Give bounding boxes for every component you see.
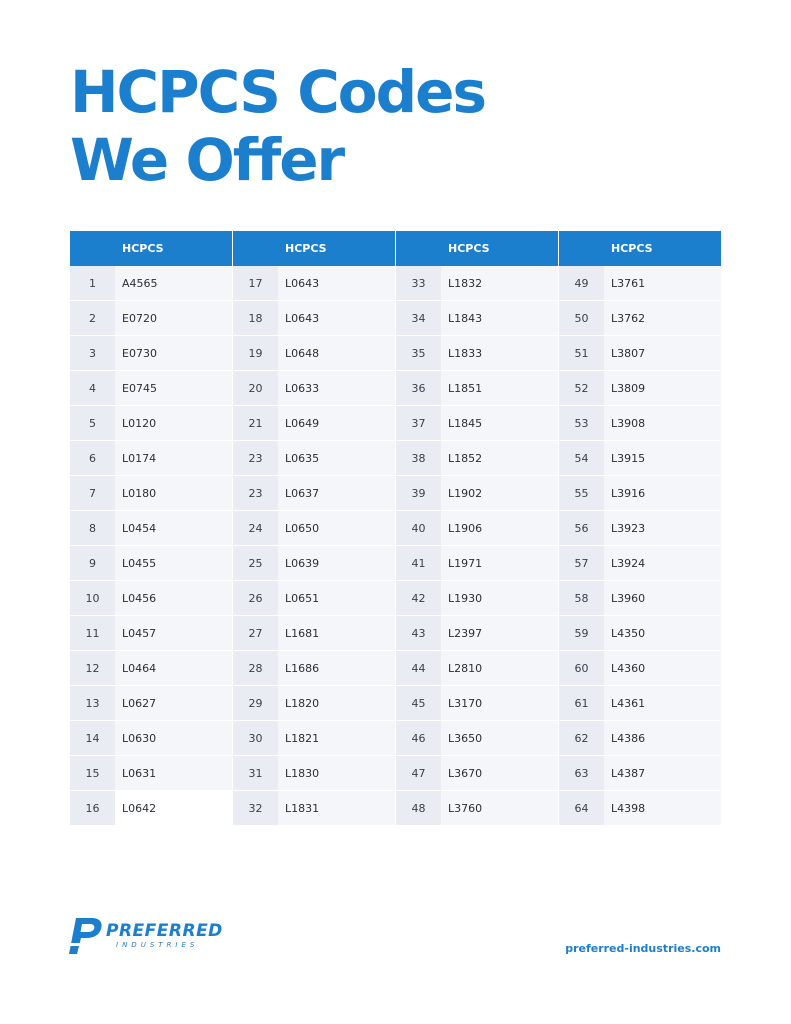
row-number: 2 — [70, 301, 115, 336]
hcpcs-code: L1686 — [278, 651, 395, 686]
header-number-cell — [559, 231, 604, 266]
table-row — [396, 721, 558, 756]
row-number: 23 — [233, 441, 278, 476]
hcpcs-code: L2397 — [441, 616, 558, 651]
logo-subtitle: INDUSTRIES — [116, 941, 199, 949]
table-row — [559, 406, 721, 441]
table-row — [559, 511, 721, 546]
hcpcs-code: L1930 — [441, 581, 558, 616]
row-number: 60 — [559, 651, 604, 686]
table-row — [233, 371, 395, 406]
hcpcs-code: L0651 — [278, 581, 395, 616]
hcpcs-code: E0720 — [115, 301, 232, 336]
table-row — [70, 476, 232, 511]
table-row — [559, 476, 721, 511]
table-row — [559, 616, 721, 651]
row-number: 64 — [559, 791, 604, 826]
hcpcs-code: L0643 — [278, 301, 395, 336]
hcpcs-code: L4360 — [604, 651, 721, 686]
table-row — [559, 686, 721, 721]
row-number: 63 — [559, 756, 604, 791]
hcpcs-code: L1902 — [441, 476, 558, 511]
table-row — [233, 721, 395, 756]
table-row — [233, 301, 395, 336]
row-number: 28 — [233, 651, 278, 686]
row-number: 9 — [70, 546, 115, 581]
table-group-1 — [70, 231, 232, 826]
table-row — [233, 581, 395, 616]
row-number: 1 — [70, 266, 115, 301]
hcpcs-code: L3809 — [604, 371, 721, 406]
row-number: 8 — [70, 511, 115, 546]
hcpcs-code: A4565 — [115, 266, 232, 301]
table-row — [233, 756, 395, 791]
table-row — [70, 651, 232, 686]
table-row — [559, 721, 721, 756]
hcpcs-code: L0464 — [115, 651, 232, 686]
row-number: 39 — [396, 476, 441, 511]
hcpcs-code: L3923 — [604, 511, 721, 546]
table-header — [233, 231, 395, 266]
row-number: 13 — [70, 686, 115, 721]
row-number: 30 — [233, 721, 278, 756]
table-row — [70, 336, 232, 371]
hcpcs-code: L3908 — [604, 406, 721, 441]
hcpcs-code: L0637 — [278, 476, 395, 511]
hcpcs-code: L0643 — [278, 266, 395, 301]
row-number: 56 — [559, 511, 604, 546]
hcpcs-code: L0635 — [278, 441, 395, 476]
hcpcs-code: L3915 — [604, 441, 721, 476]
row-number: 40 — [396, 511, 441, 546]
hcpcs-code: L3650 — [441, 721, 558, 756]
table-row — [233, 546, 395, 581]
table-row — [233, 616, 395, 651]
header-number-cell — [70, 231, 115, 266]
table-row — [233, 441, 395, 476]
row-number: 5 — [70, 406, 115, 441]
row-number: 47 — [396, 756, 441, 791]
table-row — [70, 511, 232, 546]
row-number: 37 — [396, 406, 441, 441]
header-number-cell — [396, 231, 441, 266]
table-header — [70, 231, 232, 266]
row-number: 25 — [233, 546, 278, 581]
table-row — [233, 336, 395, 371]
hcpcs-code: L1830 — [278, 756, 395, 791]
hcpcs-code: L0649 — [278, 406, 395, 441]
hcpcs-code: L1852 — [441, 441, 558, 476]
row-number: 7 — [70, 476, 115, 511]
row-number: 62 — [559, 721, 604, 756]
table-row — [559, 371, 721, 406]
row-number: 54 — [559, 441, 604, 476]
table-row — [233, 511, 395, 546]
row-number: 53 — [559, 406, 604, 441]
row-number: 55 — [559, 476, 604, 511]
row-number: 43 — [396, 616, 441, 651]
row-number: 11 — [70, 616, 115, 651]
hcpcs-code: L0174 — [115, 441, 232, 476]
hcpcs-code: L0639 — [278, 546, 395, 581]
table-row — [559, 336, 721, 371]
hcpcs-code: L3807 — [604, 336, 721, 371]
hcpcs-code: L1971 — [441, 546, 558, 581]
row-number: 29 — [233, 686, 278, 721]
row-number: 38 — [396, 441, 441, 476]
row-number: 24 — [233, 511, 278, 546]
row-number: 48 — [396, 791, 441, 826]
row-number: 42 — [396, 581, 441, 616]
row-number: 14 — [70, 721, 115, 756]
hcpcs-code: L4386 — [604, 721, 721, 756]
row-number: 32 — [233, 791, 278, 826]
hcpcs-code: L4361 — [604, 686, 721, 721]
header-code-label: HCPCS — [115, 231, 232, 266]
hcpcs-code: L1843 — [441, 301, 558, 336]
hcpcs-code: L2810 — [441, 651, 558, 686]
hcpcs-code: L3761 — [604, 266, 721, 301]
hcpcs-code: L3170 — [441, 686, 558, 721]
row-number: 35 — [396, 336, 441, 371]
hcpcs-code: L0456 — [115, 581, 232, 616]
hcpcs-code: L0630 — [115, 721, 232, 756]
header-code-label: HCPCS — [278, 231, 395, 266]
table-row — [396, 791, 558, 826]
hcpcs-code: L4350 — [604, 616, 721, 651]
table-row — [396, 546, 558, 581]
table-row — [70, 581, 232, 616]
row-number: 45 — [396, 686, 441, 721]
row-number: 59 — [559, 616, 604, 651]
row-number: 15 — [70, 756, 115, 791]
table-row — [70, 441, 232, 476]
table-group-4 — [559, 231, 721, 826]
hcpcs-code: L0454 — [115, 511, 232, 546]
table-row — [396, 686, 558, 721]
row-number: 18 — [233, 301, 278, 336]
hcpcs-code: L3670 — [441, 756, 558, 791]
row-number: 34 — [396, 301, 441, 336]
table-row — [396, 581, 558, 616]
row-number: 20 — [233, 371, 278, 406]
table-group-2 — [233, 231, 395, 826]
table-row — [396, 406, 558, 441]
table-row — [396, 756, 558, 791]
row-number: 44 — [396, 651, 441, 686]
row-number: 51 — [559, 336, 604, 371]
row-number: 26 — [233, 581, 278, 616]
table-group-3 — [396, 231, 558, 826]
table-row — [559, 651, 721, 686]
hcpcs-code: L1833 — [441, 336, 558, 371]
table-row — [396, 301, 558, 336]
table-row — [233, 476, 395, 511]
hcpcs-code: L3960 — [604, 581, 721, 616]
header-code-label: HCPCS — [604, 231, 721, 266]
hcpcs-code-table — [70, 231, 721, 826]
row-number: 23 — [233, 476, 278, 511]
table-row — [70, 756, 232, 791]
hcpcs-code: E0730 — [115, 336, 232, 371]
row-number: 49 — [559, 266, 604, 301]
row-number: 17 — [233, 266, 278, 301]
table-row — [396, 266, 558, 301]
table-row — [396, 616, 558, 651]
row-number: 21 — [233, 406, 278, 441]
row-number: 50 — [559, 301, 604, 336]
title-line-2: We Offer — [70, 126, 344, 194]
hcpcs-code: L1851 — [441, 371, 558, 406]
hcpcs-code: L0120 — [115, 406, 232, 441]
table-header — [559, 231, 721, 266]
p-logo-icon — [68, 916, 104, 956]
row-number: 27 — [233, 616, 278, 651]
page-title — [70, 58, 485, 194]
website-link[interactable]: preferred-industries.com — [565, 942, 721, 955]
hcpcs-code: L0648 — [278, 336, 395, 371]
hcpcs-code: L1821 — [278, 721, 395, 756]
table-row — [233, 266, 395, 301]
hcpcs-code: L0457 — [115, 616, 232, 651]
table-row — [396, 371, 558, 406]
table-row — [233, 686, 395, 721]
hcpcs-code: E0745 — [115, 371, 232, 406]
row-number: 31 — [233, 756, 278, 791]
table-row — [70, 266, 232, 301]
logo-name: PREFERRED — [106, 921, 223, 941]
hcpcs-code: L0180 — [115, 476, 232, 511]
row-number: 10 — [70, 581, 115, 616]
row-number: 16 — [70, 791, 115, 826]
hcpcs-code: L4398 — [604, 791, 721, 826]
table-row — [70, 371, 232, 406]
table-row — [233, 791, 395, 826]
row-number: 6 — [70, 441, 115, 476]
row-number: 41 — [396, 546, 441, 581]
table-row — [233, 406, 395, 441]
table-row — [559, 756, 721, 791]
table-row — [559, 441, 721, 476]
hcpcs-code: L1681 — [278, 616, 395, 651]
hcpcs-code: L3762 — [604, 301, 721, 336]
table-row — [70, 791, 232, 826]
hcpcs-code: L3916 — [604, 476, 721, 511]
row-number: 12 — [70, 651, 115, 686]
hcpcs-code: L4387 — [604, 756, 721, 791]
hcpcs-code: L0642 — [115, 791, 232, 826]
table-row — [70, 406, 232, 441]
table-row — [559, 546, 721, 581]
row-number: 61 — [559, 686, 604, 721]
hcpcs-code: L1831 — [278, 791, 395, 826]
hcpcs-code: L0650 — [278, 511, 395, 546]
table-row — [70, 721, 232, 756]
hcpcs-code: L0633 — [278, 371, 395, 406]
row-number: 57 — [559, 546, 604, 581]
table-row — [70, 546, 232, 581]
table-row — [396, 476, 558, 511]
company-logo[interactable] — [68, 916, 228, 956]
table-row — [70, 616, 232, 651]
table-row — [559, 581, 721, 616]
row-number: 19 — [233, 336, 278, 371]
table-row — [396, 511, 558, 546]
row-number: 4 — [70, 371, 115, 406]
table-row — [396, 336, 558, 371]
hcpcs-code: L1906 — [441, 511, 558, 546]
title-line-1: HCPCS Codes — [70, 58, 486, 126]
hcpcs-code: L0631 — [115, 756, 232, 791]
row-number: 52 — [559, 371, 604, 406]
table-header — [396, 231, 558, 266]
row-number: 3 — [70, 336, 115, 371]
header-number-cell — [233, 231, 278, 266]
row-number: 58 — [559, 581, 604, 616]
hcpcs-code: L0455 — [115, 546, 232, 581]
table-row — [396, 441, 558, 476]
row-number: 33 — [396, 266, 441, 301]
table-row — [559, 791, 721, 826]
header-code-label: HCPCS — [441, 231, 558, 266]
row-number: 46 — [396, 721, 441, 756]
table-row — [559, 266, 721, 301]
table-row — [70, 301, 232, 336]
row-number: 36 — [396, 371, 441, 406]
hcpcs-code: L3924 — [604, 546, 721, 581]
table-row — [233, 651, 395, 686]
table-row — [396, 651, 558, 686]
hcpcs-code: L1820 — [278, 686, 395, 721]
hcpcs-code: L1832 — [441, 266, 558, 301]
table-row — [559, 301, 721, 336]
hcpcs-code: L0627 — [115, 686, 232, 721]
table-row — [70, 686, 232, 721]
hcpcs-code: L3760 — [441, 791, 558, 826]
hcpcs-code: L1845 — [441, 406, 558, 441]
